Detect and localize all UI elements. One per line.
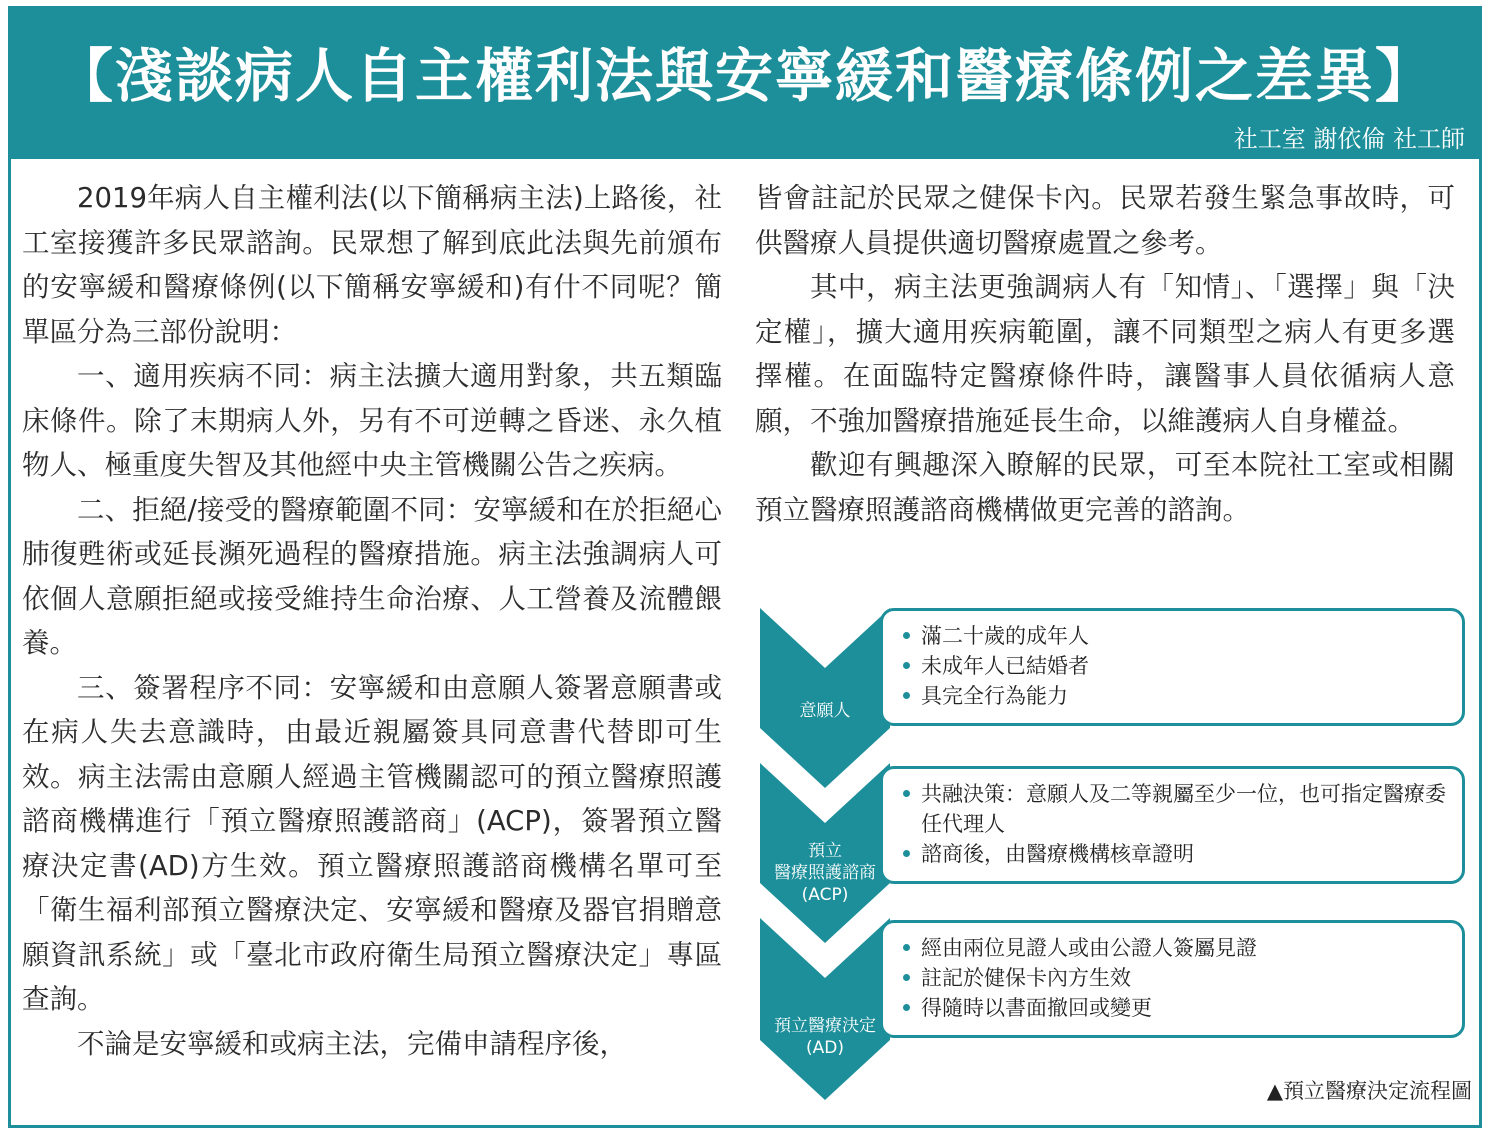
list-item: 得隨時以書面撤回或變更 (903, 993, 1450, 1023)
chevron-stage-3 (760, 918, 890, 1100)
chevron-stage-1 (760, 608, 890, 788)
list-item: 註記於健保卡內方生效 (903, 963, 1450, 993)
list-item: 經由兩位見證人或由公證人簽屬見證 (903, 933, 1450, 963)
stage-label-acp: 預立 醫療照護諮商 (ACP) (774, 841, 876, 905)
article-left-column (22, 176, 722, 1066)
list-item: 具完全行為能力 (903, 681, 1450, 711)
flowchart-caption: ▲預立醫療決定流程圖 (1266, 1079, 1472, 1103)
title-banner (11, 9, 1479, 159)
paragraph-invitation: 歡迎有興趣深入瞭解的民眾，可至本院社工室或相關預立醫療照護諮商機構做更完善的諮詢。 (755, 449, 1455, 526)
advance-decision-flowchart (755, 600, 1470, 1100)
paragraph-point-three: 三、簽署程序不同：安寧緩和由意願人簽署意願書或在病人失去意識時，由最近親屬簽具同意書代替即可生效。病主法需由意願人經過主管機關認可的預立醫療照護諮商機構進行「預立醫療照護諮商」(ACP)，簽署預立醫療決定書(AD)方生效。預立醫療照護諮商機構名單可至「衛生福利部預立醫療決定、安寧緩和醫療及器官捐贈意願資訊系統」或「臺北市政府衛生局預立醫療決定」專區查詢。 (22, 671, 722, 1015)
paragraph-point-one: 一、適用疾病不同：病主法擴大適用對象，共五類臨床條件。除了末期病人外，另有不可逆轉之昏迷、永久植物人、極重度失智及其他經中央主管機關公告之疾病。 (22, 360, 722, 481)
paragraph-intro: 2019年病人自主權利法(以下簡稱病主法)上路後，社工室接獲許多民眾諮詢。民眾想了解到底此法與先前頒布的安寧緩和醫療條例(以下簡稱安寧緩和)有什不同呢？簡單區分為三部份說明： (22, 182, 722, 348)
list-item: 諮商後，由醫療機構核章證明 (903, 839, 1450, 869)
stage-label-ad: 預立醫療決定 (AD) (774, 1016, 876, 1058)
stage-box-acp (880, 766, 1465, 884)
article-right-column (755, 176, 1455, 532)
list-item: 未成年人已結婚者 (903, 651, 1450, 681)
list-item: 共融決策：意願人及二等親屬至少一位，也可指定醫療委任代理人 (903, 779, 1450, 839)
paragraph-emphasis: 其中，病主法更強調病人有「知情」、「選擇」與「決定權」，擴大適用疾病範圍，讓不同類型之病人有更多選擇權。在面臨特定醫療條件時，讓醫事人員依循病人意願，不強加醫療措施延長生命，以維護病人自身權益。 (755, 271, 1455, 437)
paragraph-conclusion-start: 不論是安寧緩和或病主法，完備申請程序後， (77, 1027, 627, 1060)
stage-box-ad (880, 920, 1465, 1038)
stage-label-principal: 意願人 (799, 701, 851, 721)
list-item: 滿二十歲的成年人 (903, 621, 1450, 651)
page-title: 【淺談病人自主權利法與安寧緩和醫療條例之差異】 (54, 42, 1435, 110)
author-byline: 社工室 謝依倫 社工師 (1233, 125, 1465, 153)
paragraph-conclusion-continued: 皆會註記於民眾之健保卡內。民眾若發生緊急事故時，可供醫療人員提供適切醫療處置之參考。 (755, 182, 1455, 259)
stage-box-principal (880, 608, 1465, 726)
paragraph-point-two: 二、拒絕/接受的醫療範圍不同：安寧緩和在於拒絕心肺復甦術或延長瀕死過程的醫療措施。病主法強調病人可依個人意願拒絕或接受維持生命治療、人工營養及流體餵養。 (22, 493, 722, 659)
